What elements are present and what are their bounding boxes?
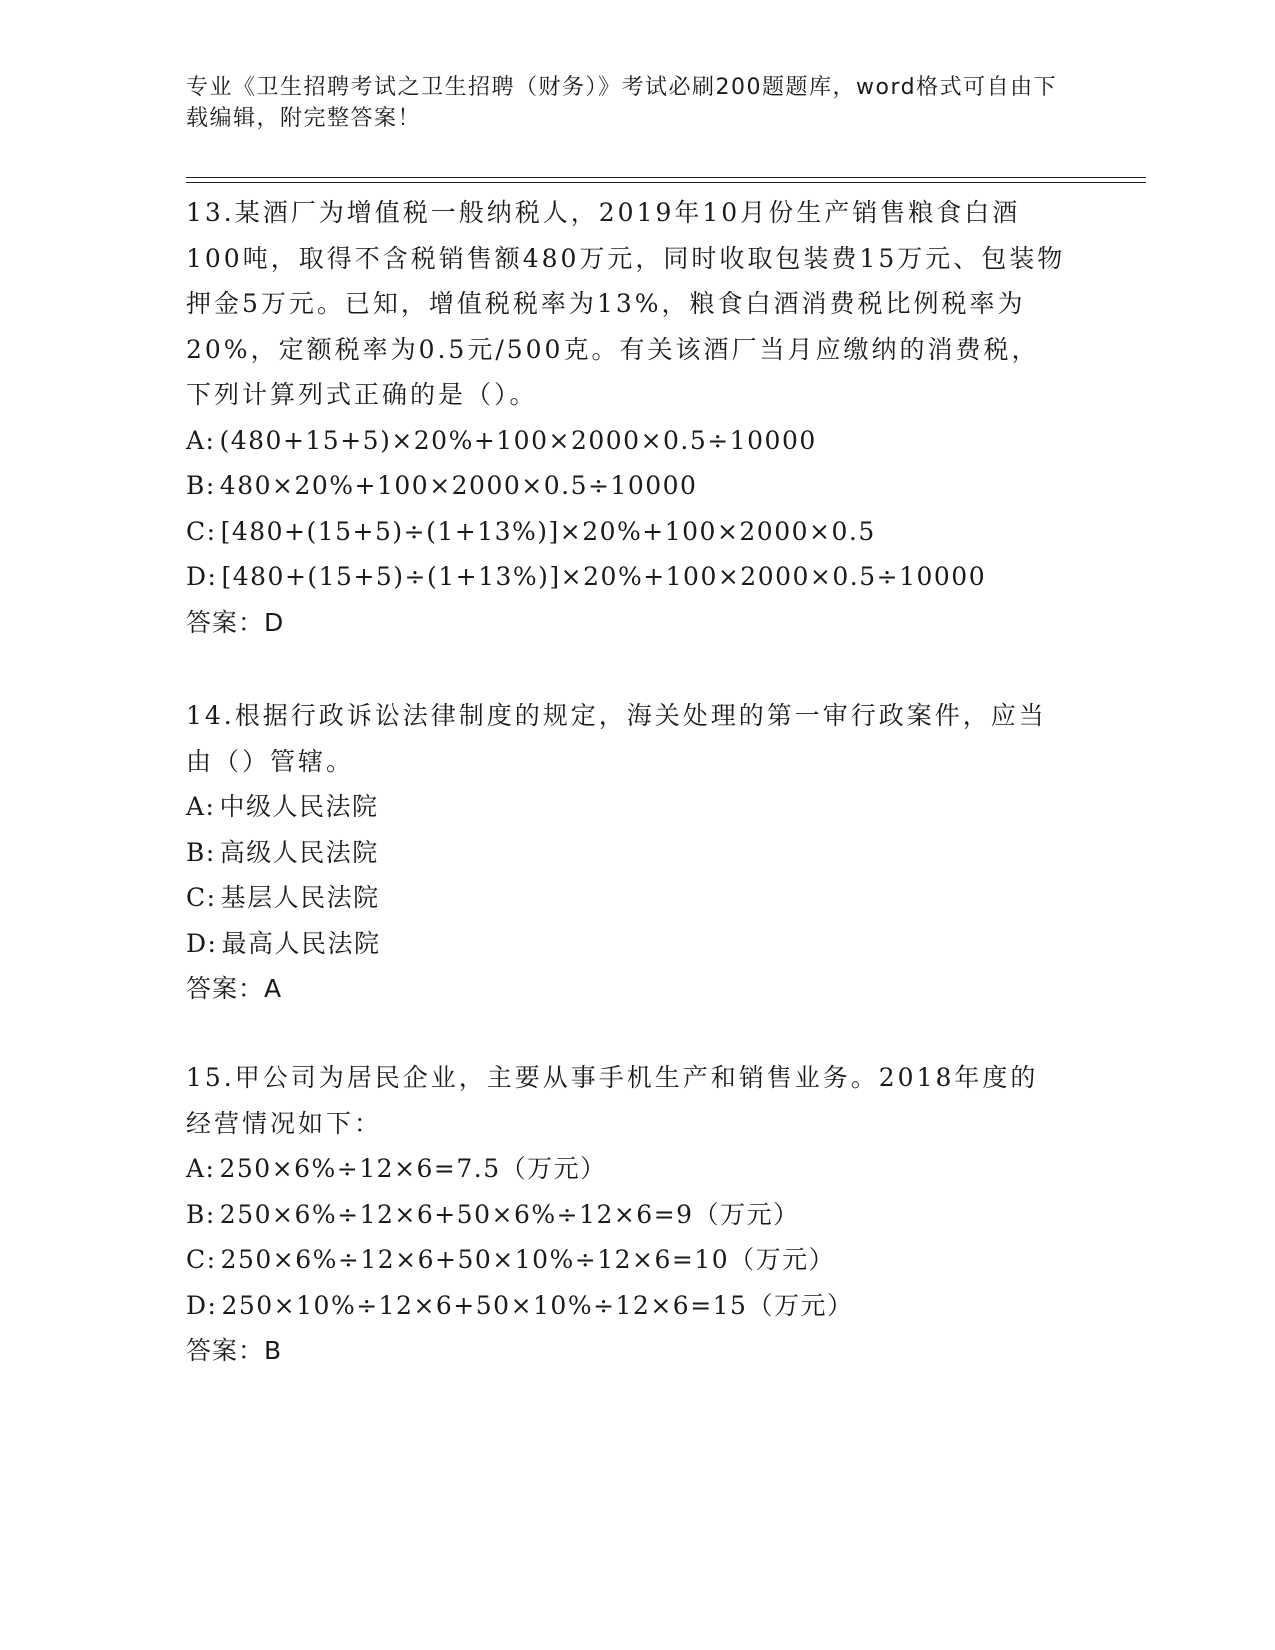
option-letter: C:: [186, 883, 217, 912]
option-b: [186, 463, 1066, 509]
option-text: 480×20%+100×2000×0.5÷10000: [219, 471, 698, 500]
option-text: [480+(15+5)÷(1+13%)]×20%+100×2000×0.5÷10000: [221, 562, 987, 591]
option-a: [186, 1146, 1066, 1192]
answer-line: 答案：A: [186, 974, 283, 1003]
question-15: [186, 1055, 1066, 1374]
option-c: [186, 1237, 1066, 1283]
option-c: [186, 875, 1066, 921]
option-d: [186, 554, 1066, 600]
option-list: [186, 1146, 1066, 1328]
question-13: [186, 190, 1066, 645]
question-stem: 14.根据行政诉讼法律制度的规定，海关处理的第一审行政案件，应当由（）管辖。: [186, 701, 1047, 776]
document-header: 专业《卫生招聘考试之卫生招聘（财务）》考试必刷200题题库，word格式可自由下载编辑，附完整答案！: [186, 75, 1058, 131]
option-b: [186, 1192, 1066, 1238]
option-letter: D:: [186, 562, 218, 591]
option-text: (480+15+5)×20%+100×2000×0.5÷10000: [219, 425, 817, 455]
option-letter: A:: [186, 792, 216, 821]
option-text: 高级人民法院: [219, 837, 379, 867]
option-c: [186, 509, 1066, 555]
question-14: [186, 693, 1066, 1012]
option-text: 250×6%÷12×6+50×10%÷12×6=10（万元）: [220, 1245, 836, 1274]
option-text: [480+(15+5)÷(1+13%)]×20%+100×2000×0.5: [220, 516, 876, 546]
option-text: 最高人民法院: [221, 928, 381, 958]
question-stem: 15.甲公司为居民企业，主要从事手机生产和销售业务。2018年度的经营情况如下：: [186, 1063, 1039, 1138]
option-letter: C:: [186, 516, 217, 546]
option-text: 250×10%÷12×6+50×10%÷12×6=15（万元）: [221, 1290, 854, 1320]
header-divider-top: [186, 177, 1146, 178]
option-text: 基层人民法院: [220, 883, 380, 912]
option-text: 250×6%÷12×6=7.5（万元）: [219, 1154, 607, 1183]
option-letter: D:: [186, 928, 218, 958]
option-letter: D:: [186, 1290, 218, 1320]
option-letter: C:: [186, 1245, 217, 1274]
option-list: [186, 784, 1066, 966]
option-letter: B:: [186, 1199, 216, 1229]
option-text: 中级人民法院: [219, 792, 379, 821]
option-letter: A:: [186, 425, 216, 455]
option-d: [186, 1283, 1066, 1329]
option-d: [186, 921, 1066, 967]
option-list: [186, 418, 1066, 600]
answer-line: 答案：D: [186, 607, 285, 637]
option-letter: B:: [186, 837, 216, 867]
option-letter: B:: [186, 471, 216, 500]
option-a: [186, 418, 1066, 464]
option-text: 250×6%÷12×6+50×6%÷12×6=9（万元）: [219, 1199, 800, 1229]
header-divider-bottom: [186, 182, 1146, 183]
option-b: [186, 830, 1066, 876]
option-letter: A:: [186, 1154, 216, 1183]
option-a: [186, 784, 1066, 830]
answer-line: 答案：B: [186, 1336, 283, 1365]
question-stem: 13.某酒厂为增值税一般纳税人，2019年10月份生产销售粮食白酒100吨，取得不含税销售额480万元，同时收取包装费15万元、包装物押金5万元。已知，增值税税率为13%，粮食白酒消费税比例税率为20%，定额税率为0.5元/500克。有关该酒厂当月应缴纳的消费税，下列计算列式正确的是（）。: [186, 198, 1066, 409]
